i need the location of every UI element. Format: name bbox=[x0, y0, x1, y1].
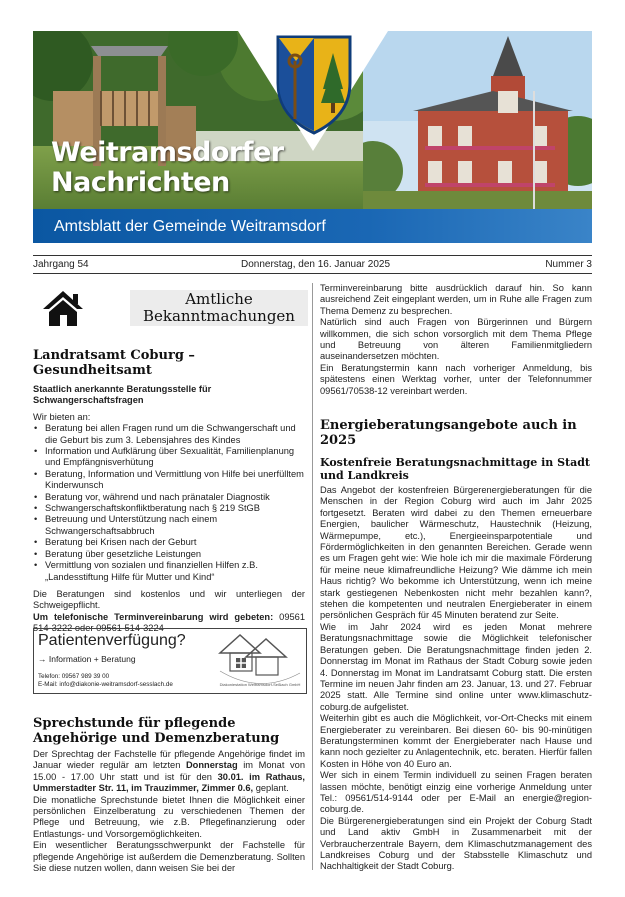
article1-list bbox=[33, 423, 305, 583]
list-item: • Schwangerschaftskonfliktberatung nach § 219 StGB bbox=[45, 503, 305, 514]
masthead bbox=[33, 31, 592, 243]
list-item: • Beratung, Information und Vermittlung von Hilfe bei unerfülltem Kinderwunsch bbox=[45, 469, 305, 492]
list-item: • Beratung über gesetzliche Leistungen bbox=[45, 549, 305, 560]
section-title bbox=[130, 291, 308, 325]
article2-p1 bbox=[33, 749, 305, 795]
article2-p1-bold: 30.01. im Rathaus, Ummerstadter Str. 11, im Trauzimmer, Zimmer 0.6, bbox=[33, 771, 305, 794]
article2-p1-bold: Donnerstag bbox=[185, 760, 238, 771]
article3-title: Energieberatungsangebote auch in 2025 bbox=[320, 418, 577, 448]
diakonie-logo bbox=[216, 631, 304, 691]
issue-number: Nummer 3 bbox=[545, 259, 592, 270]
column-divider bbox=[312, 283, 313, 870]
article1-phone-numbers: 09561 514-3222 oder 09561 514-3224 bbox=[33, 611, 305, 634]
ad-title: Patientenverfügung? bbox=[38, 632, 186, 649]
section-title-line1: Amtliche bbox=[185, 290, 253, 308]
article1-phone-label: Um telefonische Terminvereinbarung wird gebeten: bbox=[33, 611, 274, 622]
article2-p1-text: Der Sprechtag der Fachstelle für pflegende Angehörige findet im Januar wieder regulär am letzten bbox=[33, 749, 305, 771]
issue-bar bbox=[33, 255, 592, 274]
list-item: • Beratung bei Krisen nach der Geburt bbox=[45, 537, 305, 548]
issue-volume: Jahrgang 54 bbox=[33, 259, 89, 270]
section-title-line2: Bekanntmachungen bbox=[143, 307, 295, 325]
article2-title: Sprechstunde für pflegende Angehörige und Demenzberatung bbox=[33, 716, 280, 746]
article3-p3: Weiterhin gibt es auch die Möglichkeit, vor-Ort-Checks mit einem Energieberater zu vereinbaren. Bei diesen 60- bis 90-minütigen Beratungsterminen kommt der Energieberater nach Hause und kann noch gezielter zu Anlagentechnik, etc. beraten. Hierfür fallen Kosten in Höhe von 40 Euro an. bbox=[320, 713, 592, 769]
article2-p1-text: geplant. bbox=[253, 783, 289, 794]
diakonie-logo-text: Diakoniestation Weitramsdorf-Seßlach GmbH bbox=[219, 682, 301, 687]
issue-date: Donnerstag, den 16. Januar 2025 bbox=[241, 259, 390, 270]
article1-title: Landratsamt Coburg – Gesundheitsamt bbox=[33, 348, 195, 378]
list-item: • Information und Aufklärung über Sexualität, Familienplanung und Empfängnisverhütung bbox=[45, 446, 305, 469]
article2-continued bbox=[320, 283, 592, 397]
list-item: • Betreuung und Unterstützung nach einem Schwangerschaftsabbruch bbox=[45, 514, 305, 537]
article2-p5: Natürlich sind auch Fragen von Bürgerinnen und Bürgern willkommen, die sich schon vorsorglich mit dem Thema Pflege und Betreuung von älteren Familienmitgliedern auseinandersetzen möchten. bbox=[320, 317, 592, 362]
article3-p2: Wie im Jahr 2024 wird es jeden Monat mehrere Beratungsnachmittage sowie die Möglichkeit telefonischer Beratungen geben. Die Beratungsnachmittage finden jeden 2. Donnerstag im Monat im Rathaus der Stadt Coburg sowie jeden 4. Donnerstag im Monat im Landratsamt Coburg statt. Die ersten Termine im neuen Jahr finden am 23. Januar, 13. und 27. Februar 2025 statt. Alle Termine sind online unter www.klimaschutz-coburg.de aufgelistet. bbox=[320, 621, 592, 712]
ad-email: E-Mail: info@diakonie-weitramsdorf-sesslach.de bbox=[38, 681, 173, 688]
list-item: • Beratung bei allen Fragen rund um die Schwangerschaft und die Geburt bis zum 3. Lebensjahres des Kindes bbox=[45, 423, 305, 446]
article2-p6: Ein Beratungstermin kann nach vorheriger Anmeldung, bis spätestens einen Werktag vorher, unter der Telefonnummer 09561/70538-12 vereinbart werden. bbox=[320, 362, 592, 396]
article2-p2: Die monatliche Sprechstunde bietet Ihnen die Möglichkeit einer persönlichen Einzelberatung zu verschiedenen Themen der Pflege und Betreuung, wie z.B. Pflegefinanzierung oder Entlastungs- und Vorsorgemöglichkeiten. bbox=[33, 794, 305, 839]
article3-p4: Wer sich in einem Termin individuell zu seinen Fragen beraten lassen möchte, benötigt einzig eine vorherige Anmeldung unter Tel.: 09561/514-9144 oder per E-Mail an energie@region-coburg.de. bbox=[320, 770, 592, 815]
article3-subtitle: Kostenfreie Beratungsnachmittage in Stadt und Landkreis bbox=[320, 456, 591, 482]
ad-patientenverfuegung bbox=[33, 628, 307, 694]
article-energieberatung bbox=[320, 418, 592, 873]
section-header bbox=[33, 287, 308, 329]
masthead-subtitle: Amtsblatt der Gemeinde Weitramsdorf bbox=[54, 218, 326, 235]
masthead-title: Weitramsdorfer Nachrichten bbox=[51, 137, 284, 198]
ad-line: → Information + Beratung bbox=[38, 654, 136, 664]
article1-closing: Die Beratungen sind kostenlos und wir unterliegen der Schweigepflicht. bbox=[33, 588, 305, 611]
article1-intro: Wir bieten an: bbox=[33, 411, 91, 422]
article-pflegende-angehoerige bbox=[33, 716, 305, 874]
house-icon bbox=[41, 289, 85, 327]
article2-p4: Terminvereinbarung bitte ausdrücklich darauf hin. So kann ausreichend Zeit eingeplant werden, um in Ruhe alle Fragen zum Thema Demenz zu besprechen. bbox=[320, 283, 592, 316]
list-item: • Beratung vor, während und nach pränataler Diagnostik bbox=[45, 492, 305, 503]
article3-p5: Die Bürgerenergieberatungen sind ein Projekt der Coburg Stadt und Land aktiv GmbH in Zusammenarbeit mit der Verbraucherzentrale Bayern, dem Klimaschutzmanagement des Landkreises Coburg und der Stabsstelle Klimaschutz und Nachhaltigkeit der Stadt Coburg. bbox=[320, 815, 592, 872]
article2-p1-text: im Monat von 15.00 - 17.00 Uhr statt und ist für den bbox=[33, 760, 306, 782]
article2-p3: Ein wesentlicher Beratungsschwerpunkt der Fachstelle für pflegende Angehörige ist außerdem die Demenzberatung. Sollten Sie diese nutzen wollen, dann weisen Sie bei der bbox=[33, 840, 305, 874]
ad-phone: Telefon: 09567 989 39 00 bbox=[38, 673, 110, 680]
article-gesundheitsamt bbox=[33, 348, 305, 635]
article1-subtitle: Staatlich anerkannte Beratungsstelle für Schwangerschaftsfragen bbox=[33, 384, 212, 406]
article3-p1: Das Angebot der kostenfreien Bürgerenergieberatungen für die Menschen in der Region Coburg wird auch im Jahr 2025 fortgesetzt. Beraten wird dabei zu den Themen erneuerbare Energien, baulicher Wärmeschutz, Haustechnik (Heizung, Wärmepumpe, etc.), Energieeinsparpotentiale und Fördermöglichkeiten in den genannten Bereichen. Gerade wenn es um Fragen geht wie: Wie hole ich mir die maximale Förderung für meine neue klimafreundliche Heizung? Wie dämme ich mein Haus richtig? Wo bekomme ich Unterstützung, wenn ich meine stark gestiegenen Nebenkosten nicht mehr bezahlen kann?, stehen die kompetenten und neutralen Energieberater in einem persönlichen Gespräch für 45 Minuten beratend zur Seite. bbox=[320, 485, 592, 621]
list-item: • Vermittlung von sozialen und finanziellen Hilfen z.B. „Landesstiftung Hilfe für Mutter und Kind“ bbox=[45, 560, 305, 583]
